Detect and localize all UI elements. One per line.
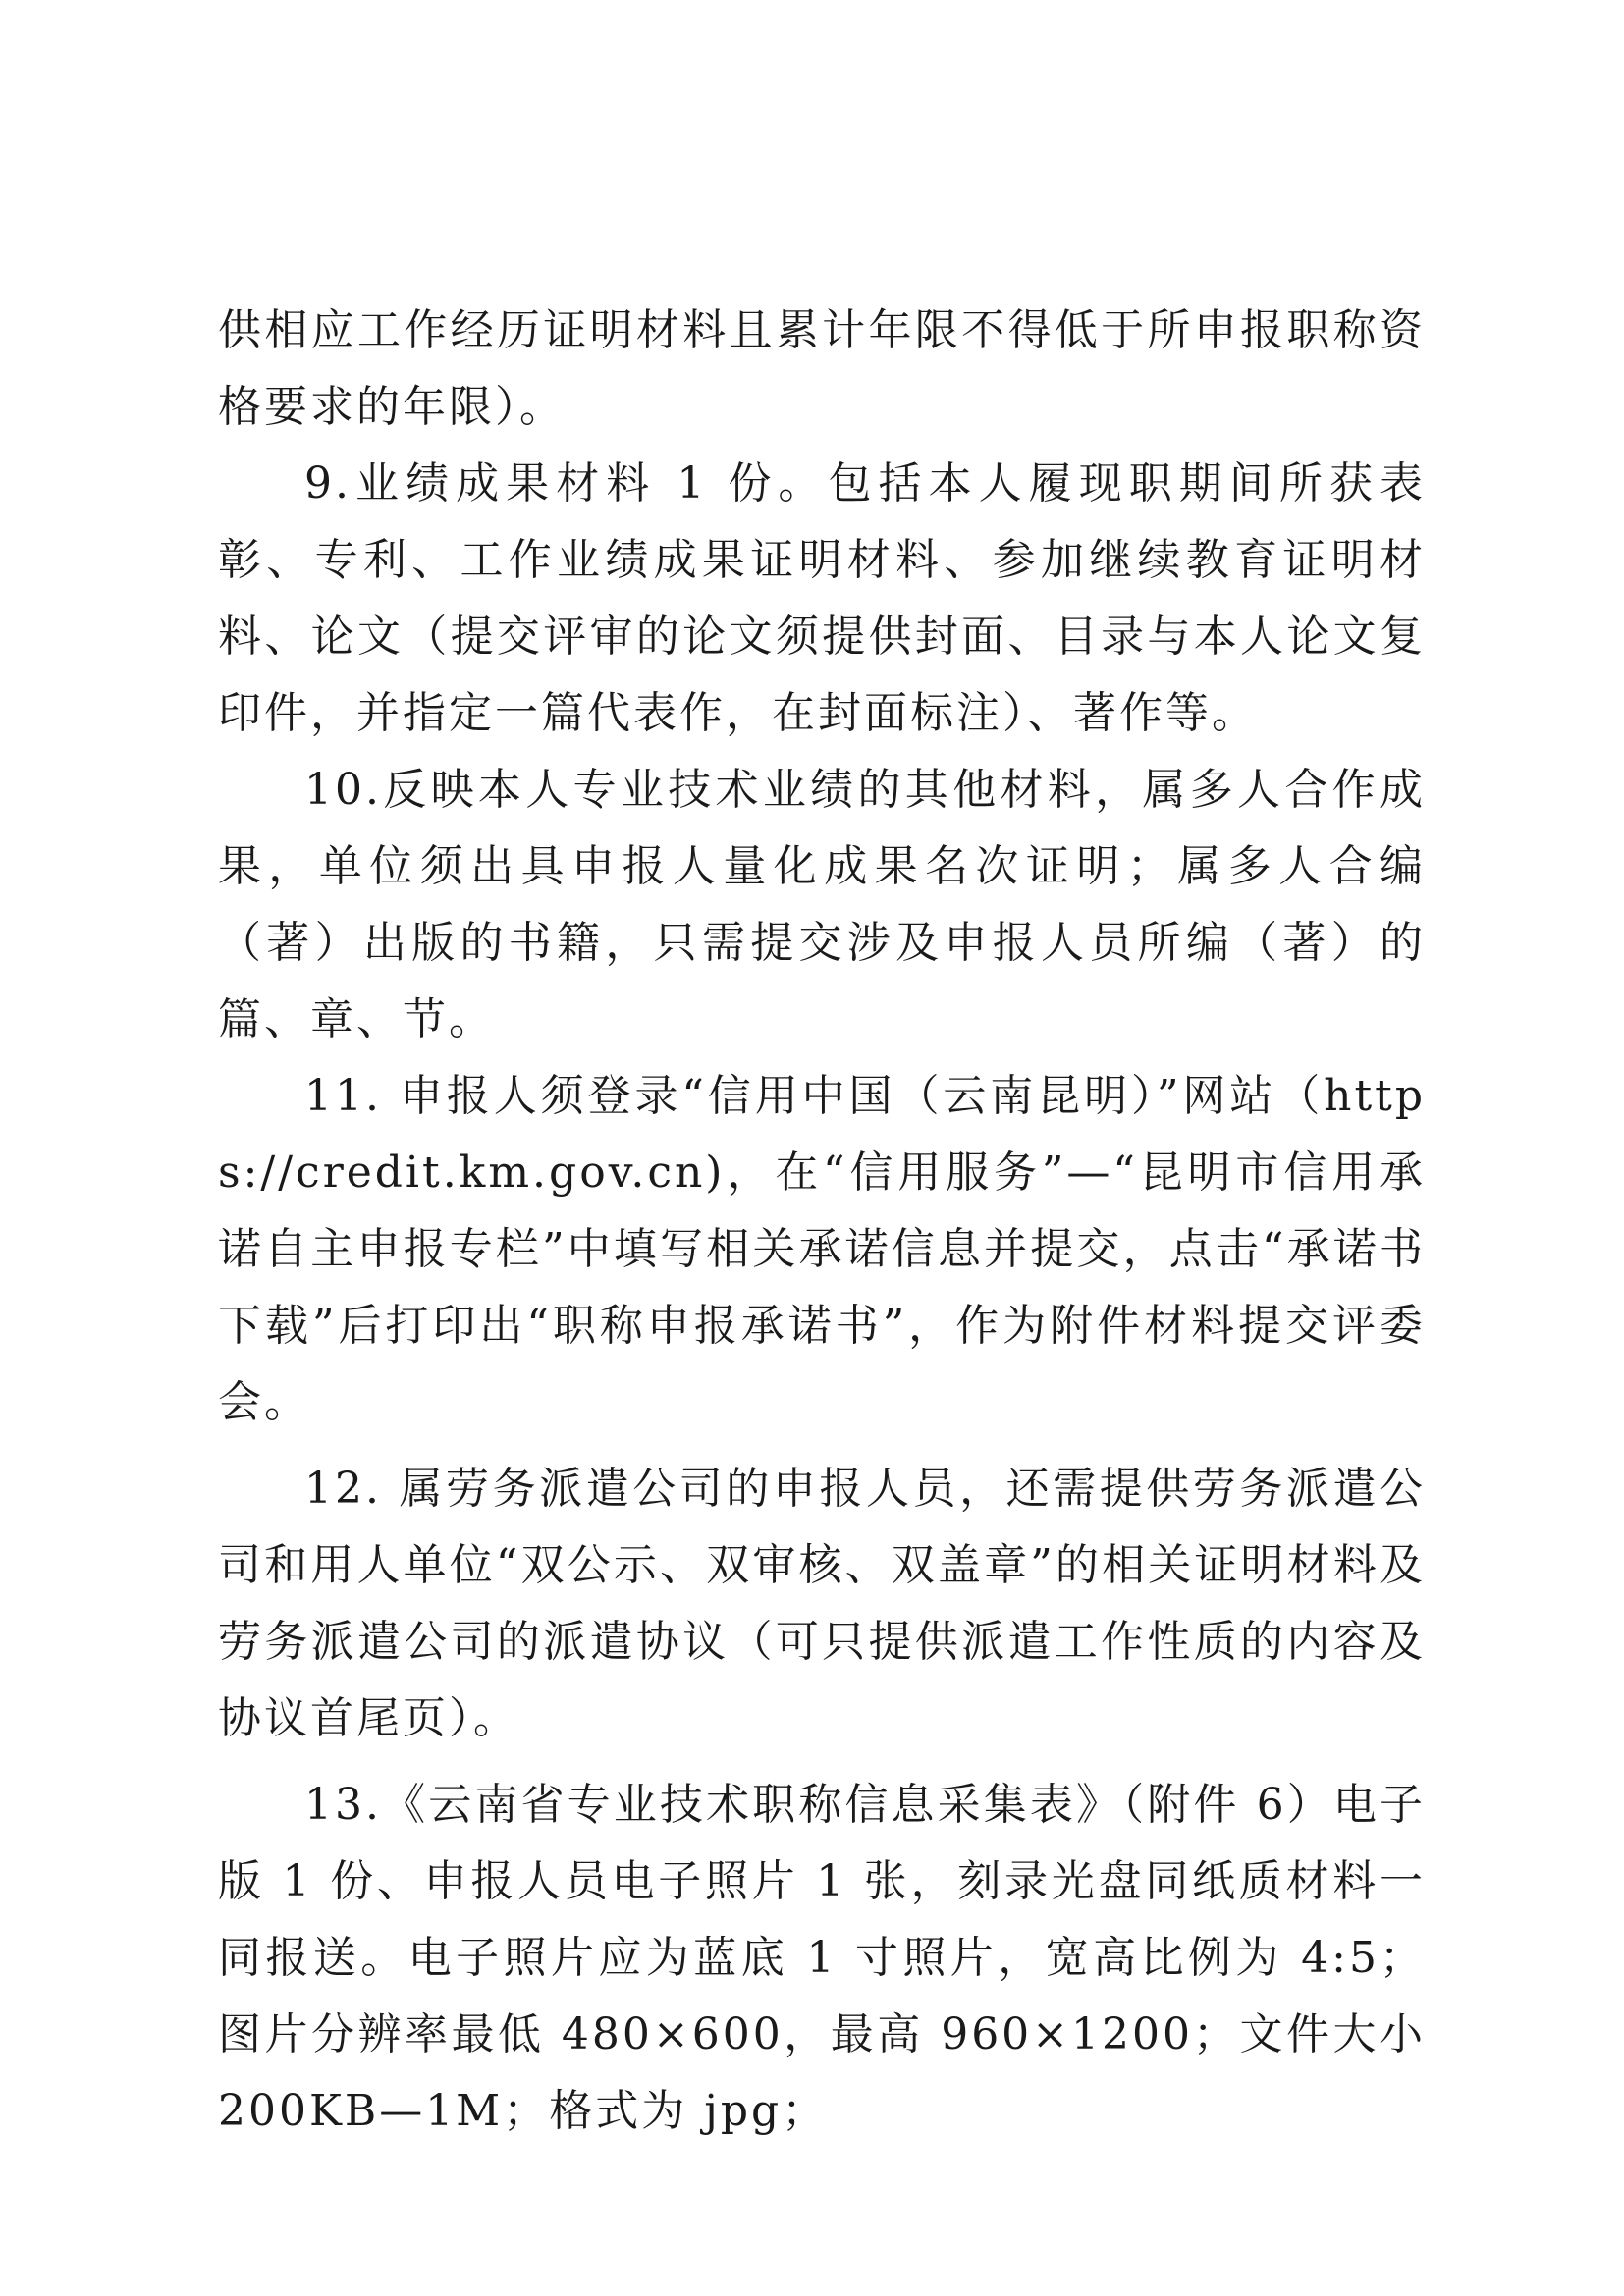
paragraph-item-11: 11. 申报人须登录“信用中国（云南昆明）”网站（https://credit.km.gov.cn)，在“信用服务”—“昆明市信用承诺自主申报专栏”中填写相关承诺信息并提交，点击“承诺书下载”后打印出“职称申报承诺书”，作为附件材料提交评委会。 bbox=[218, 1071, 1426, 1427]
paragraph-continuation: 供相应工作经历证明材料且累计年限不得低于所申报职称资格要求的年限）。 bbox=[218, 305, 1426, 432]
paragraph-item-12: 12. 属劳务派遣公司的申报人员，还需提供劳务派遣公司和用人单位“双公示、双审核、双盖章”的相关证明材料及劳务派遣公司的派遣协议（可只提供派遣工作性质的内容及协议首尾页）。 bbox=[218, 1464, 1426, 1743]
document-body bbox=[218, 293, 1426, 2150]
paragraph-item-10: 10.反映本人专业技术业绩的其他材料，属多人合作成果，单位须出具申报人量化成果名次证明；属多人合编（著）出版的书籍，只需提交涉及申报人员所编（著）的篇、章、节。 bbox=[218, 765, 1426, 1044]
paragraph-item-9: 9.业绩成果材料 1 份。包括本人履现职期间所获表彰、专利、工作业绩成果证明材料、参加继续教育证明材料、论文（提交评审的论文须提供封面、目录与本人论文复印件，并指定一篇代表作，在封面标注）、著作等。 bbox=[218, 458, 1426, 738]
paragraph-item-13: 13.《云南省专业技术职称信息采集表》（附件 6）电子版 1 份、申报人员电子照片 1 张，刻录光盘同纸质材料一同报送。电子照片应为蓝底 1 寸照片，宽高比例为 4:5；图片分辨率最低 480×600，最高 960×1200；文件大小 200KB—1M；格式为 jpg； bbox=[218, 1780, 1426, 2136]
